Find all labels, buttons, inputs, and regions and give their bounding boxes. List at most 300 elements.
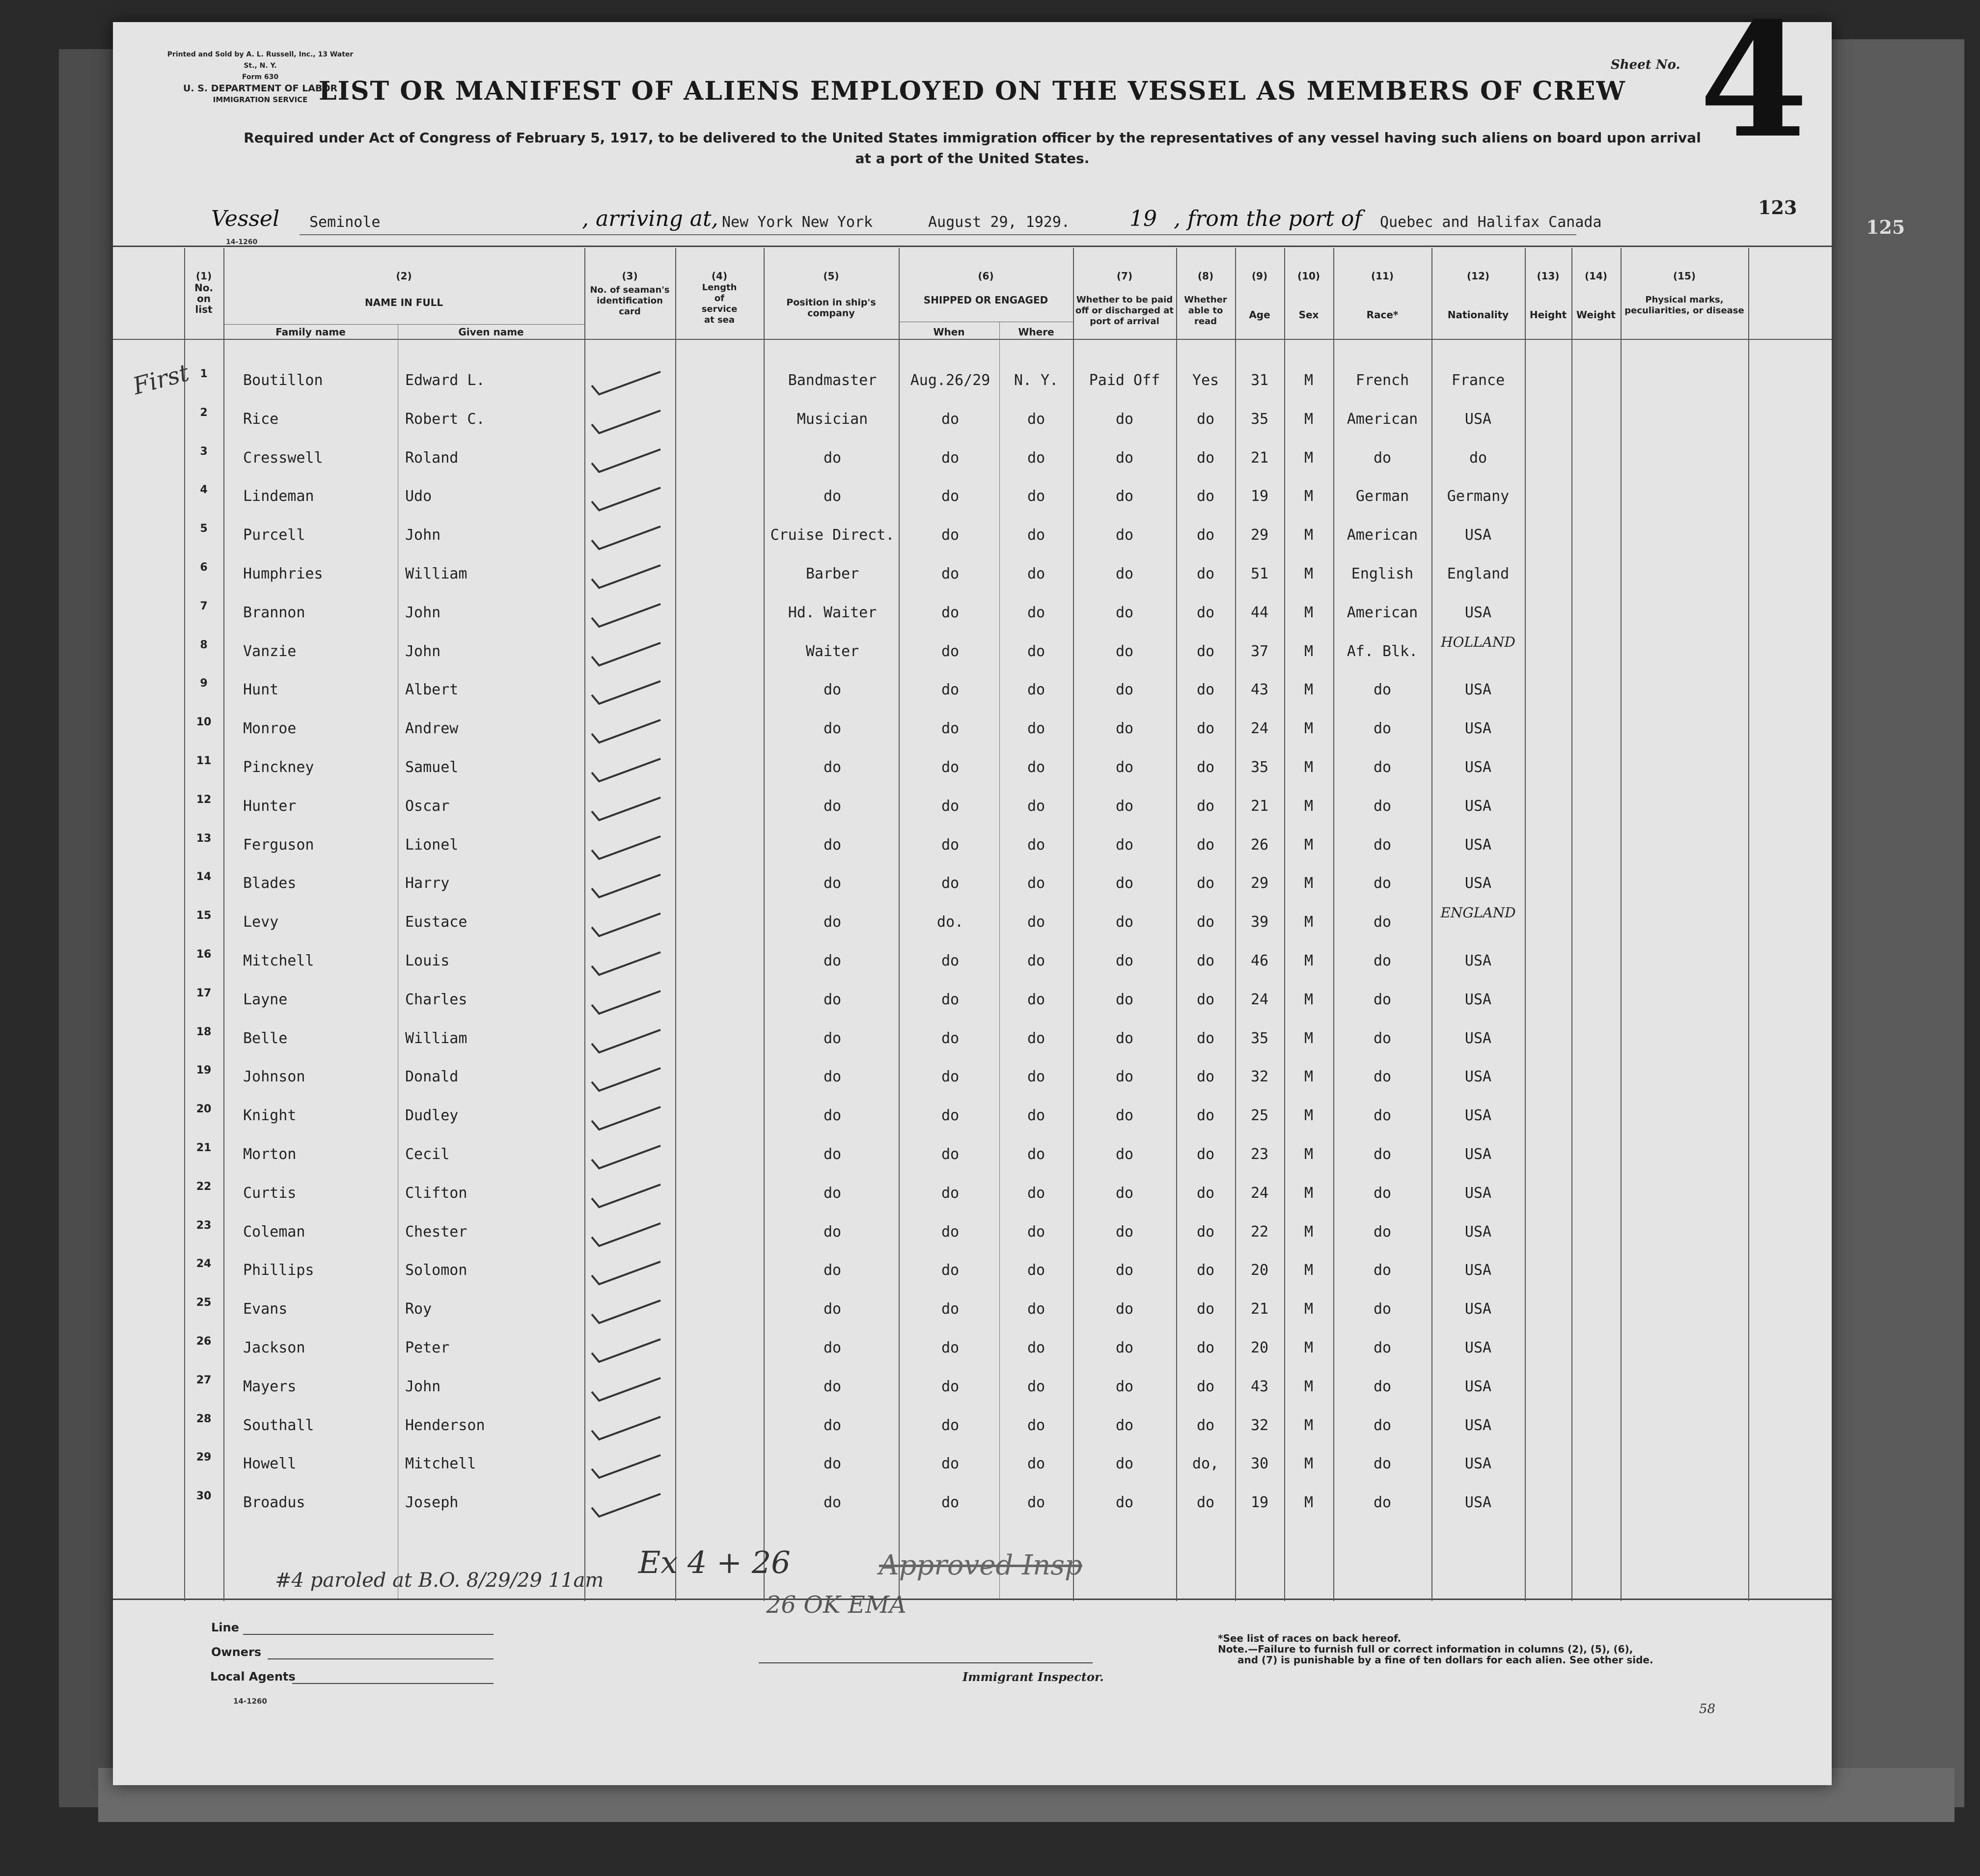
table-top-rule [113,246,1832,247]
race: do [1373,875,1392,892]
given-name: Harry [405,875,450,892]
table-row [113,443,1832,482]
col-15-header: Physical marks, peculiarities, or disease [1624,295,1744,316]
shipped-when: do [941,797,960,815]
age: 24 [1250,991,1269,1008]
shipped-when: do [941,720,960,738]
age: 46 [1250,952,1269,969]
table-row [113,482,1832,521]
check-mark-icon [587,637,675,671]
shipped-where: do [1027,1339,1045,1356]
given-name: Peter [405,1339,450,1356]
form-code-top: 14-1260 [226,238,258,246]
race: Af. Blk. [1347,642,1418,660]
race: do [1373,1184,1392,1202]
table-row [113,1024,1832,1063]
position: do [823,875,842,892]
shipped-where: do [1027,759,1045,776]
able-to-read: do [1196,1416,1215,1434]
sex: M [1304,1029,1314,1047]
shipped-when: do [941,681,960,699]
parole-note: #4 paroled at B.O. 8/29/29 11am [275,1569,604,1592]
position: do [823,1068,842,1086]
position: do [823,1455,842,1473]
able-to-read: do [1196,604,1215,621]
check-mark-icon [587,1140,675,1174]
table-row [113,1179,1832,1217]
shipped-when: do [941,1494,960,1512]
age: 24 [1250,720,1269,738]
sheet-number: 4 [1699,0,1809,173]
row-number: 19 [196,1064,212,1077]
row-number: 14 [196,871,212,883]
row-number: 6 [200,561,208,574]
col-10-number: (10) [1297,270,1320,282]
race: American [1347,526,1418,544]
shipped-where: do [1027,449,1045,467]
able-to-read: do [1196,1262,1215,1279]
sex: M [1304,1300,1314,1318]
race: French [1355,372,1409,389]
given-name: Eustace [405,913,468,931]
given-name: Cecil [405,1146,450,1163]
sex: M [1304,913,1314,931]
struck-note: Approved Insp [879,1549,1082,1581]
col-12-header: Nationality [1447,309,1509,321]
given-name: Edward L. [405,372,485,389]
nationality: USA [1464,1029,1492,1047]
row-number: 25 [196,1297,212,1309]
shipped-when: do [941,875,960,892]
row-number: 2 [200,406,208,419]
race: do [1373,913,1392,931]
manifest-sheet [113,0,1905,1785]
shipped-where: do [1027,410,1045,428]
check-mark-icon [587,1024,675,1058]
given-name: John [405,642,441,660]
shipped-where: do [1027,526,1045,544]
position: do [823,1378,842,1395]
table-row [113,1411,1832,1450]
family-name: Howell [243,1455,297,1473]
paid-off: do [1115,526,1134,544]
position: do [823,836,842,854]
position: do [823,1223,842,1241]
shipped-when: do [941,1416,960,1434]
row-number: 17 [196,987,212,999]
paid-off: do [1115,410,1134,428]
nationality: USA [1464,991,1492,1008]
shipped-when: Aug.26/29 [910,372,990,389]
from-port-label: , from the port of [1174,206,1362,231]
row-number: 28 [196,1412,212,1425]
shipped-where: do [1027,1416,1045,1434]
row-number: 29 [196,1451,212,1464]
col-1-number: (1) [195,270,212,282]
paid-off: do [1115,1378,1134,1395]
check-mark-icon [587,521,675,555]
age: 26 [1250,836,1269,854]
col-4-number: (4) [711,270,728,282]
row-number: 20 [196,1103,212,1116]
shipped-where: do [1027,1262,1045,1279]
nationality: do [1469,449,1487,467]
position: do [823,1416,842,1434]
shipped-where: do [1027,1494,1045,1512]
line-label: Line [211,1621,239,1634]
arriving-label: , arriving at, [582,206,718,231]
age: 20 [1250,1262,1269,1279]
paid-off: do [1115,836,1134,854]
col-15-number: (15) [1673,270,1696,282]
col-1-header: No. on list [194,282,214,315]
able-to-read: do [1196,759,1215,776]
able-to-read: do [1196,1068,1215,1086]
row-number: 11 [196,755,212,767]
shipped-where: do [1027,488,1045,505]
table-row [113,714,1832,753]
family-name: Jackson [243,1339,305,1356]
check-mark-icon [587,1179,675,1213]
col-6-number: (6) [978,270,994,282]
underlying-page [1817,39,1964,1807]
sex: M [1304,952,1314,969]
race: do [1373,1223,1392,1241]
given-name: Roland [405,449,459,467]
age: 19 [1250,488,1269,505]
page-number-stamp-outer: 125 [1866,216,1905,238]
position: do [823,1262,842,1279]
table-row [113,1256,1832,1295]
shipped-where: do [1027,642,1045,660]
sex: M [1304,642,1314,660]
family-name: Phillips [243,1262,314,1279]
age: 21 [1250,449,1269,467]
family-name: Ferguson [243,836,314,854]
nationality: France [1451,372,1505,389]
service-name: IMMIGRATION SERVICE [213,95,308,104]
age: 25 [1250,1107,1269,1125]
family-name: Vanzie [243,642,297,660]
shipped-when: do [941,836,960,854]
shipped-where: do [1027,875,1045,892]
col-8-header: Whether able to read [1184,295,1227,327]
shipped-when: do [941,1262,960,1279]
nationality: USA [1464,1416,1492,1434]
sex: M [1304,1107,1314,1125]
shipped-when: do [941,410,960,428]
col-14-header: Weight [1576,309,1616,321]
row-number: 21 [196,1142,212,1154]
given-name: Chester [405,1223,468,1241]
given-name: Samuel [405,759,459,776]
family-name: Hunt [243,681,279,699]
col-3-header: No. of seaman's identification card [590,285,670,317]
paid-off: do [1115,488,1134,505]
given-name: Lionel [405,836,459,854]
able-to-read: do [1196,449,1215,467]
given-name: William [405,565,468,582]
paid-off: do [1115,759,1134,776]
where-header: Where [1018,326,1054,338]
paid-off: do [1115,642,1134,660]
paid-off: do [1115,1339,1134,1356]
penalty-note-1: Note.—Failure to furnish full or correct information in columns (2), (5), (6), [1218,1643,1633,1655]
shipped-when: do [941,991,960,1008]
family-name: Johnson [243,1068,305,1086]
arriving-place: New York New York [722,214,873,231]
nationality: USA [1464,836,1492,854]
shipped-where: do [1027,952,1045,969]
row-number: 8 [200,638,208,651]
sex: M [1304,759,1314,776]
col-9-number: (9) [1251,270,1268,282]
position: do [823,797,842,815]
age: 35 [1250,1029,1269,1047]
race: do [1373,952,1392,969]
nationality: USA [1464,1262,1492,1279]
shipped-where: do [1027,1146,1045,1163]
age: 31 [1250,372,1269,389]
age: 35 [1250,759,1269,776]
given-name: Robert C. [405,410,485,428]
given-name: Udo [405,488,432,505]
sex: M [1304,836,1314,854]
family-name: Blades [243,875,297,892]
races-note: *See list of races on back hereof. [1218,1632,1402,1644]
col-5-number: (5) [823,270,839,282]
able-to-read: do [1196,488,1215,505]
table-row [113,1372,1832,1411]
paid-off: do [1115,797,1134,815]
age: 39 [1250,913,1269,931]
table-row [113,792,1832,830]
able-to-read: do [1196,991,1215,1008]
paid-off: do [1115,1416,1134,1434]
able-to-read: do [1196,913,1215,931]
sex: M [1304,681,1314,699]
able-to-read: do [1196,1029,1215,1047]
family-name: Mayers [243,1378,297,1395]
arrival-date: August 29, 1929. [928,214,1070,231]
table-row [113,985,1832,1024]
col-13-header: Height [1529,309,1567,321]
family-name: Lindeman [243,488,314,505]
paid-off: do [1115,1262,1134,1279]
sex: M [1304,410,1314,428]
shipped-when: do [941,1068,960,1086]
shipped-where: do [1027,720,1045,738]
row-number: 16 [196,948,212,961]
paid-off: do [1115,875,1134,892]
row-number: 26 [196,1335,212,1348]
shipped-when: do [941,1146,960,1163]
family-name: Belle [243,1029,288,1047]
shipped-where: do [1027,991,1045,1008]
age: 35 [1250,410,1269,428]
check-mark-icon [587,1488,675,1522]
table-row [113,869,1832,908]
nationality: ENGLAND [1440,905,1516,921]
table-row [113,559,1832,598]
table-row [113,1140,1832,1179]
able-to-read: do [1196,875,1215,892]
race: do [1373,1416,1392,1434]
family-name: Evans [243,1300,288,1318]
shipped-when: do [941,1339,960,1356]
nationality: USA [1464,1300,1492,1318]
position: Barber [805,565,859,582]
given-name-header: Given name [458,326,524,338]
family-name: Broadus [243,1494,305,1512]
race: American [1347,410,1418,428]
check-mark-icon [587,443,675,478]
department-name: U. S. DEPARTMENT OF LABOR [183,83,338,94]
table-row [113,521,1832,559]
race: do [1373,720,1392,738]
race: do [1373,1455,1392,1473]
owners-label: Owners [211,1645,262,1659]
shipped-when: do [941,1378,960,1395]
table-row [113,1333,1832,1372]
able-to-read: do [1196,1223,1215,1241]
paid-off: do [1115,681,1134,699]
table-row [113,598,1832,637]
race: American [1347,604,1418,621]
paid-off: do [1115,1068,1134,1086]
col-2-number: (2) [396,270,412,282]
printer-line: Printed and Sold by A. L. Russell, Inc., 13 Water St., N. Y. [167,51,354,70]
sex: M [1304,1068,1314,1086]
able-to-read: do [1196,642,1215,660]
document-title: LIST OR MANIFEST OF ALIENS EMPLOYED ON THE VESSEL AS MEMBERS OF CREW [319,76,1626,106]
check-mark-icon [587,830,675,865]
check-mark-icon [587,559,675,594]
shipped-when: do [941,642,960,660]
check-mark-icon [587,366,675,400]
age: 37 [1250,642,1269,660]
check-mark-icon [587,1062,675,1097]
race: do [1373,1378,1392,1395]
family-name: Brannon [243,604,305,621]
able-to-read: do [1196,720,1215,738]
nationality: USA [1464,1184,1492,1202]
shipped-when: do [941,449,960,467]
check-mark-icon [587,985,675,1020]
row-number: 13 [196,832,212,845]
paid-off: do [1115,1223,1134,1241]
race: do [1373,1339,1392,1356]
nationality: USA [1464,526,1492,544]
able-to-read: do [1196,1107,1215,1125]
position: do [823,759,842,776]
given-name: Donald [405,1068,459,1086]
given-name: John [405,604,441,621]
race: do [1373,836,1392,854]
age: 43 [1250,681,1269,699]
sex: M [1304,1184,1314,1202]
given-name: Charles [405,991,468,1008]
col-3-number: (3) [622,270,638,282]
race: do [1373,1494,1392,1512]
form-code-bottom: 14-1260 [233,1697,267,1706]
check-mark-icon [587,1372,675,1407]
position: do [823,720,842,738]
position: Musician [797,410,868,428]
able-to-read: do [1196,1146,1215,1163]
position: Cruise Direct. [770,526,895,544]
col-13-number: (13) [1537,270,1560,282]
race: do [1373,681,1392,699]
check-mark-icon [587,714,675,748]
age: 32 [1250,1068,1269,1086]
row-number: 24 [196,1258,212,1270]
paid-off: do [1115,913,1134,931]
position: do [823,1494,842,1512]
sex: M [1304,720,1314,738]
position: do [823,991,842,1008]
paid-off: do [1115,1300,1134,1318]
family-name: Mitchell [243,952,314,969]
nationality: England [1447,565,1510,582]
family-name: Curtis [243,1184,297,1202]
family-name: Hunter [243,797,297,815]
race: English [1351,565,1414,582]
family-name: Morton [243,1146,297,1163]
sex: M [1304,565,1314,582]
shipped-where: do [1027,1300,1045,1318]
col-5-header: Position in ship's company [786,297,876,319]
nationality: HOLLAND [1441,634,1515,650]
given-name: Roy [405,1300,432,1318]
race: do [1373,1107,1392,1125]
age: 51 [1250,565,1269,582]
age: 32 [1250,1416,1269,1434]
name-subheader-rule [223,324,584,325]
col-12-number: (12) [1466,270,1490,282]
family-name: Levy [243,913,279,931]
shipped-when: do [941,604,960,621]
penalty-note-2: and (7) is punishable by a fine of ten dollars for each alien. See other side. [1238,1654,1653,1666]
vessel-label: Vessel [211,206,280,231]
family-name: Humphries [243,565,323,582]
position: Waiter [805,642,859,660]
check-mark-icon [587,869,675,903]
table-row [113,1295,1832,1333]
row-number: 7 [200,600,208,612]
table-row [113,905,1832,946]
sex: M [1304,991,1314,1008]
given-name: Joseph [405,1494,459,1512]
paid-off: do [1115,952,1134,969]
shipped-where: do [1027,1378,1045,1395]
corner-mark: 58 [1699,1702,1716,1716]
age: 30 [1250,1455,1269,1473]
shipped-when: do [941,565,960,582]
sex: M [1304,488,1314,505]
table-row [113,1062,1832,1101]
age: 43 [1250,1378,1269,1395]
able-to-read: do, [1192,1455,1219,1473]
sex: M [1304,449,1314,467]
able-to-read: do [1196,952,1215,969]
given-name: Louis [405,952,450,969]
shipped-when: do [941,1223,960,1241]
given-name: Solomon [405,1262,468,1279]
age: 23 [1250,1146,1269,1163]
race: do [1373,759,1392,776]
shipped-where: do [1027,681,1045,699]
